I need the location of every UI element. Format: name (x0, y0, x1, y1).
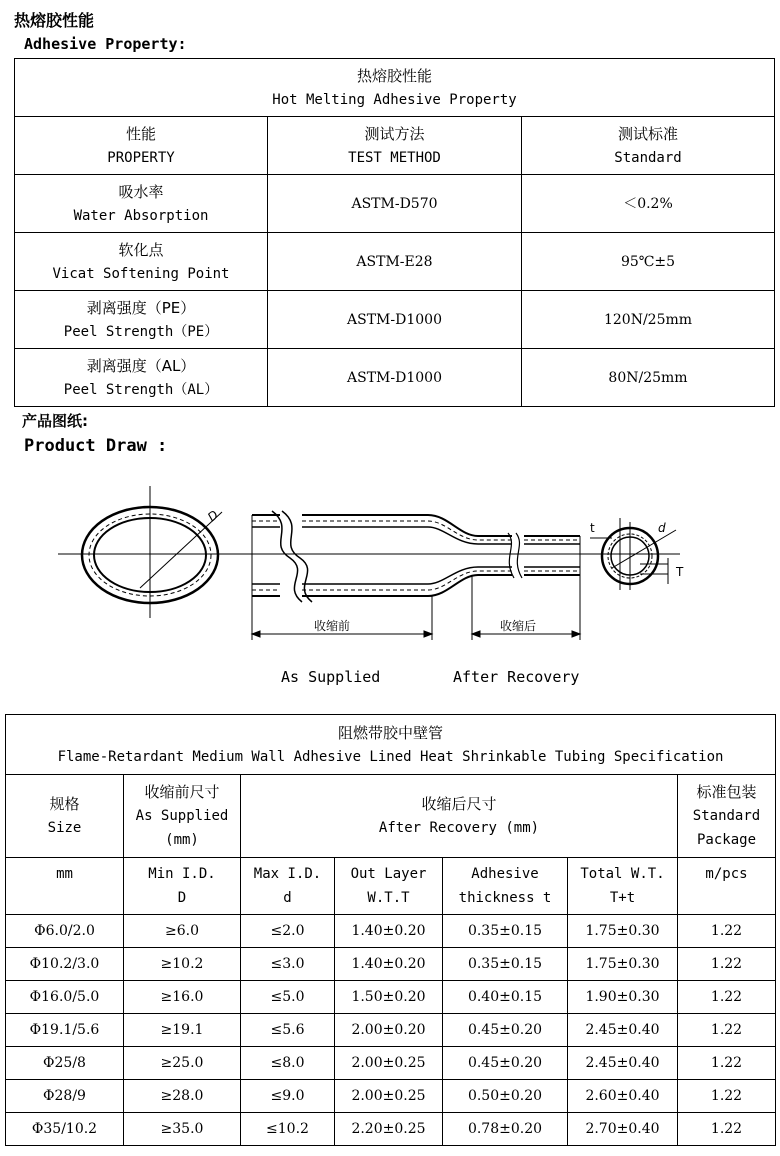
subheader-max-id-label: Max I.D. (253, 866, 322, 882)
product-draw-title-en: Product Draw : (24, 436, 168, 456)
header-standard-cn: 测试标准 (617, 124, 678, 143)
header-after-recovery-cn: 收缩后尺寸 (421, 795, 497, 813)
header-as-supplied-en: As Supplied (135, 808, 229, 824)
subheader-max-id (241, 858, 335, 915)
standard-cell: 95℃±5 (522, 233, 775, 291)
header-property-en: PROPERTY (107, 149, 175, 166)
property-en: Vicat Softening Point (52, 265, 230, 282)
out-layer-cell: 2.20±0.25 (335, 1113, 443, 1146)
header-size-cn: 规格 (49, 795, 80, 813)
package-cell: 1.22 (678, 948, 776, 981)
total-cell: 2.70±0.40 (568, 1113, 678, 1146)
size-cell: Φ28/9 (6, 1080, 124, 1113)
table-row (6, 1080, 776, 1113)
subheader-adhesive-sym: thickness t (458, 890, 552, 906)
package-cell: 1.22 (678, 981, 776, 1014)
out-layer-cell: 2.00±0.20 (335, 1014, 443, 1047)
min-id-cell: ≥19.1 (124, 1014, 241, 1047)
size-cell: Φ25/8 (6, 1047, 124, 1080)
min-id-cell: ≥35.0 (124, 1113, 241, 1146)
dim-t-label: t (590, 521, 595, 535)
max-id-cell: ≤5.6 (241, 1014, 335, 1047)
property-cell (15, 291, 268, 349)
property-en: Peel Strength（AL） (63, 381, 219, 398)
header-standard-en: Standard (614, 149, 682, 166)
property-en: Peel Strength（PE） (63, 323, 219, 340)
spec-table-title-cn: 阻燃带胶中壁管 (338, 723, 444, 742)
property-cn: 吸水率 (118, 182, 164, 201)
table-row (6, 948, 776, 981)
max-id-cell: ≤5.0 (241, 981, 335, 1014)
table-row (6, 915, 776, 948)
label-before: 收缩前 (314, 619, 351, 633)
spec-table-title (6, 715, 776, 775)
total-cell: 1.75±0.30 (568, 915, 678, 948)
max-id-cell: ≤8.0 (241, 1047, 335, 1080)
header-after-recovery (241, 775, 678, 858)
package-cell: 1.22 (678, 1113, 776, 1146)
caption-as-supplied: As Supplied (281, 668, 381, 686)
size-cell: Φ10.2/3.0 (6, 948, 124, 981)
caption-after-recovery: After Recovery (453, 668, 580, 686)
subheader-max-id-sym: d (283, 890, 292, 906)
spec-table (5, 714, 776, 1146)
package-cell: 1.22 (678, 915, 776, 948)
header-size (6, 775, 124, 858)
size-cell: Φ19.1/5.6 (6, 1014, 124, 1047)
header-as-supplied (124, 775, 241, 858)
subheader-out-layer-sym: W.T.T (367, 890, 410, 906)
adhesive-cell: 0.45±0.20 (443, 1047, 568, 1080)
package-cell: 1.22 (678, 1047, 776, 1080)
subheader-adhesive-label: Adhesive (471, 866, 539, 882)
subheader-total-label: Total W.T. (580, 866, 665, 882)
adhesive-cell: 0.78±0.20 (443, 1113, 568, 1146)
table-row (15, 175, 775, 233)
spec-table-title-en: Flame-Retardant Medium Wall Adhesive Lined Heat Shrinkable Tubing Specification (57, 748, 724, 765)
tube-body (252, 511, 580, 602)
subheader-out-layer-label: Out Layer (350, 866, 427, 882)
max-id-cell: ≤2.0 (241, 915, 335, 948)
total-cell: 2.45±0.40 (568, 1047, 678, 1080)
header-package (678, 775, 776, 858)
min-id-cell: ≥28.0 (124, 1080, 241, 1113)
size-cell: Φ16.0/5.0 (6, 981, 124, 1014)
dim-d-label: d (658, 521, 666, 535)
table-row (6, 1047, 776, 1080)
total-cell: 2.45±0.40 (568, 1014, 678, 1047)
dim-D-label: D (204, 507, 222, 525)
property-cn: 剥离强度（AL） (86, 356, 196, 375)
total-cell: 2.60±0.40 (568, 1080, 678, 1113)
adhesive-cell: 0.35±0.15 (443, 948, 568, 981)
method-cell: ASTM-D1000 (268, 291, 522, 349)
package-cell: 1.22 (678, 1080, 776, 1113)
size-cell: Φ6.0/2.0 (6, 915, 124, 948)
table-row (6, 1113, 776, 1146)
package-cell: 1.22 (678, 1014, 776, 1047)
adhesive-table-title (15, 59, 775, 117)
adhesive-cell: 0.50±0.20 (443, 1080, 568, 1113)
header-size-en: Size (47, 820, 82, 836)
min-id-cell: ≥6.0 (124, 915, 241, 948)
size-cell: Φ35/10.2 (6, 1113, 124, 1146)
header-test-method (268, 117, 522, 175)
total-cell: 1.75±0.30 (568, 948, 678, 981)
subheader-adhesive (443, 858, 568, 915)
adhesive-cell: 0.35±0.15 (443, 915, 568, 948)
min-id-cell: ≥10.2 (124, 948, 241, 981)
adhesive-property-table (14, 58, 775, 407)
subheader-min-id-sym: D (177, 890, 187, 906)
out-layer-cell: 1.50±0.20 (335, 981, 443, 1014)
product-draw-title-cn: 产品图纸: (22, 412, 88, 430)
property-en: Water Absorption (73, 207, 209, 224)
min-id-cell: ≥25.0 (124, 1047, 241, 1080)
header-test-method-en: TEST METHOD (348, 149, 441, 166)
header-standard (522, 117, 775, 175)
standard-cell: 80N/25mm (522, 349, 775, 407)
out-layer-cell: 1.40±0.20 (335, 915, 443, 948)
adhesive-cell: 0.45±0.20 (443, 1014, 568, 1047)
supplied-end-view (82, 486, 222, 618)
product-drawing (0, 478, 780, 668)
property-cn: 软化点 (118, 240, 164, 259)
subheader-pkg-unit: m/pcs (678, 858, 776, 915)
subheader-min-id (124, 858, 241, 915)
section-title-en: Adhesive Property: (24, 35, 187, 53)
section-title-cn: 热熔胶性能 (14, 11, 95, 30)
header-package-en1: Standard (692, 808, 761, 824)
header-as-supplied-unit: (mm) (165, 832, 199, 848)
max-id-cell: ≤9.0 (241, 1080, 335, 1113)
table-row (6, 1014, 776, 1047)
header-property (15, 117, 268, 175)
header-package-cn: 标准包装 (696, 783, 757, 801)
property-cn: 剥离强度（PE） (86, 298, 196, 317)
subheader-total (568, 858, 678, 915)
adhesive-table-title-cn: 热熔胶性能 (356, 66, 432, 85)
dim-T-label: T (676, 565, 684, 579)
out-layer-cell: 2.00±0.25 (335, 1047, 443, 1080)
table-row (6, 981, 776, 1014)
header-package-en2: Package (697, 832, 757, 848)
property-cell (15, 175, 268, 233)
table-row (15, 233, 775, 291)
subheader-unit: mm (6, 858, 124, 915)
max-id-cell: ≤3.0 (241, 948, 335, 981)
header-as-supplied-cn: 收缩前尺寸 (144, 783, 220, 801)
standard-cell: ＜0.2% (522, 175, 775, 233)
method-cell: ASTM-E28 (268, 233, 522, 291)
subheader-total-sym: T+t (609, 890, 636, 906)
subheader-min-id-label: Min I.D. (148, 866, 216, 882)
min-id-cell: ≥16.0 (124, 981, 241, 1014)
out-layer-cell: 2.00±0.25 (335, 1080, 443, 1113)
method-cell: ASTM-D1000 (268, 349, 522, 407)
adhesive-table-title-en: Hot Melting Adhesive Property (272, 91, 517, 108)
max-id-cell: ≤10.2 (241, 1113, 335, 1146)
method-cell: ASTM-D570 (268, 175, 522, 233)
header-after-recovery-en: After Recovery (mm) (378, 820, 540, 836)
adhesive-cell: 0.40±0.15 (443, 981, 568, 1014)
property-cell (15, 349, 268, 407)
property-cell (15, 233, 268, 291)
table-row (15, 291, 775, 349)
table-row (15, 349, 775, 407)
subheader-out-layer (335, 858, 443, 915)
out-layer-cell: 1.40±0.20 (335, 948, 443, 981)
header-property-cn: 性能 (125, 124, 156, 143)
label-after: 收缩后 (500, 619, 537, 633)
total-cell: 1.90±0.30 (568, 981, 678, 1014)
header-test-method-cn: 测试方法 (364, 124, 425, 143)
standard-cell: 120N/25mm (522, 291, 775, 349)
